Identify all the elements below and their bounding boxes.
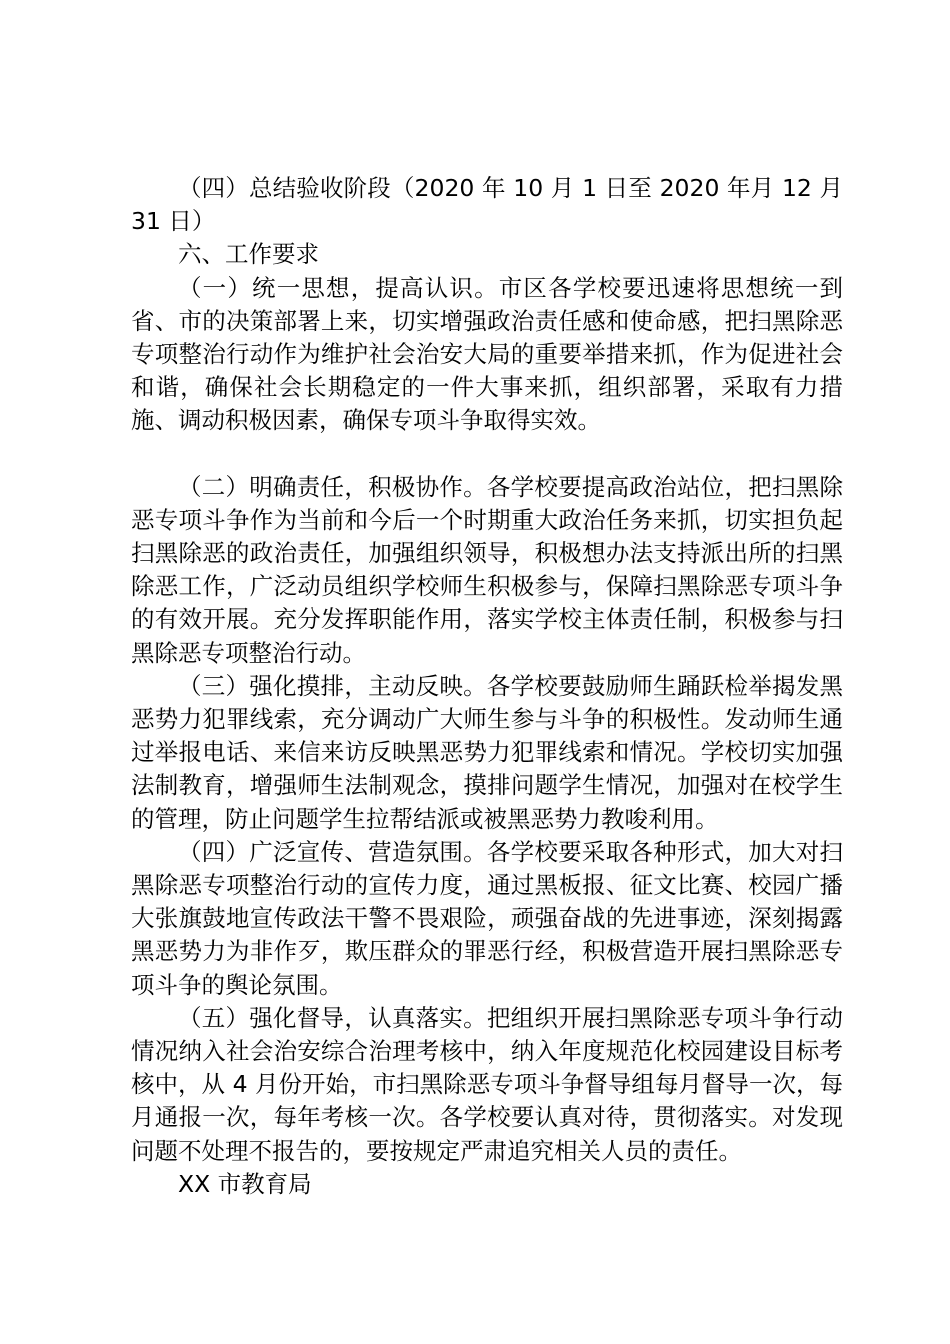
paragraph-requirement-4: （四）广泛宣传、营造氛围。各学校要采取各种形式，加大对扫黑除恶专项整治行动的宣传力度，通过黑板报、征文比赛、校园广播大张旗鼓地宣传政法干警不畏艰险，顽强奋战的先进事迹，深刻揭露黑恶势力为非作歹，欺压群众的罪恶行经，积极营造开展扫黑除恶专项斗争的舆论氛围。: [131, 837, 843, 999]
paragraph-stage4-schedule: （四）总结验收阶段（2020 年 10 月 1 日至 2020 年月 12 月 31 日）: [131, 174, 843, 236]
paragraph-requirement-3: （三）强化摸排，主动反映。各学校要鼓励师生踊跃检举揭发黑恶势力犯罪线索，充分调动广大师生参与斗争的积极性。发动师生通过举报电话、来信来访反映黑恶势力犯罪线索和情况。学校切实加强法制教育，增强师生法制观念，摸排问题学生情况，加强对在校学生的管理，防止问题学生拉帮结派或被黑恶势力教唆利用。: [131, 671, 843, 833]
paragraph-requirement-5: （五）强化督导，认真落实。把组织开展扫黑除恶专项斗争行动情况纳入社会治安综合治理考核中，纳入年度规范化校园建设目标考核中，从 4 月份开始，市扫黑除恶专项斗争督导组每月督导一次，每月通报一次，每年考核一次。各学校要认真对待，贯彻落实。对发现问题不处理不报告的，要按规定严肃追究相关人员的责任。: [131, 1003, 843, 1165]
paragraph-spacer: [131, 438, 843, 471]
section-heading-work-requirements: 六、工作要求: [178, 240, 319, 269]
document-body: [131, 172, 843, 1201]
paragraph-requirement-2: （二）明确责任，积极协作。各学校要提高政治站位，把扫黑除恶专项斗争作为当前和今后一个时期重大政治任务来抓，切实担负起扫黑除恶的政治责任，加强组织领导，积极想办法支持派出所的扫黑除恶工作，广泛动员组织学校师生积极参与，保障扫黑除恶专项斗争的有效开展。充分发挥职能作用，落实学校主体责任制，积极参与扫黑除恶专项整治行动。: [131, 472, 843, 667]
signature-issuer: XX 市教育局: [178, 1169, 312, 1198]
paragraph-requirement-1: （一）统一思想，提高认识。市区各学校要迅速将思想统一到省、市的决策部署上来，切实增强政治责任感和使命感，把扫黑除恶专项整治行动作为维护社会治安大局的重要举措来抓，作为促进社会和谐，确保社会长期稳定的一件大事来抓，组织部署，采取有力措施、调动积极因素，确保专项斗争取得实效。: [131, 273, 843, 435]
